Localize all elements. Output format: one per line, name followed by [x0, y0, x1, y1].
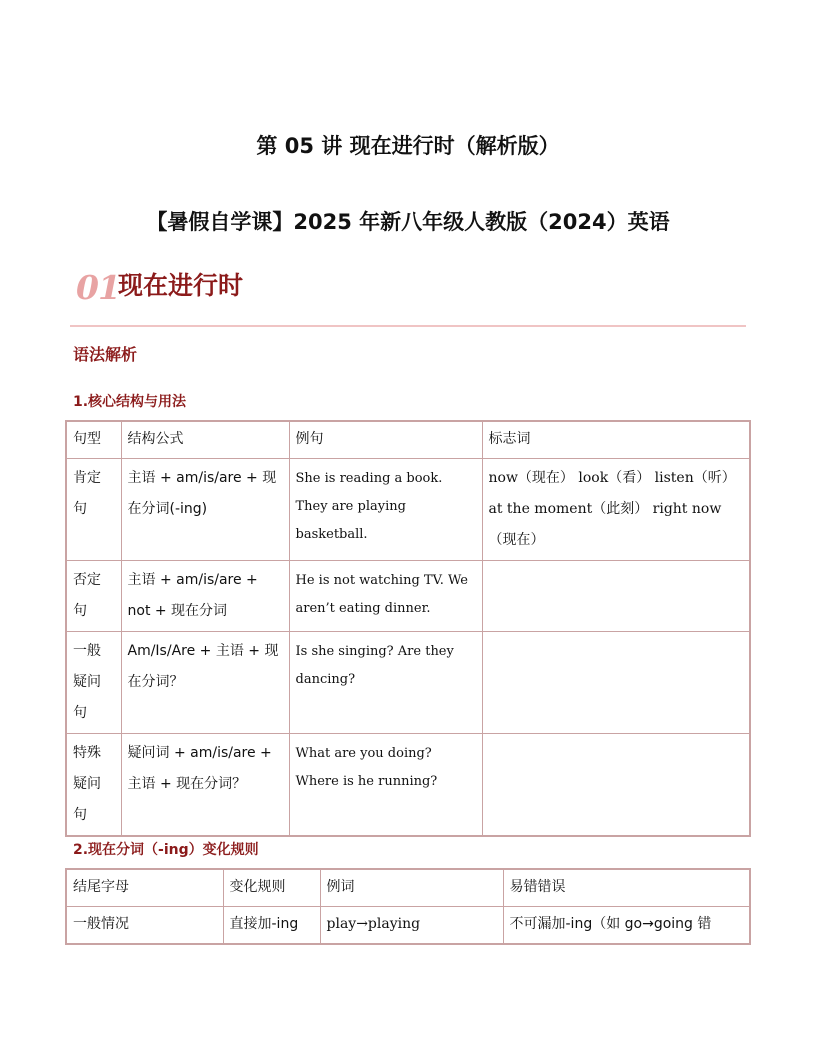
grammar-analysis-heading: 语法解析 [73, 345, 138, 364]
markers-cell [482, 561, 750, 632]
markers-cell [482, 632, 750, 734]
structure-usage-heading: 1.核心结构与用法 [73, 394, 187, 410]
table-header-row [66, 421, 750, 459]
rule-cell: 直接加-ing [223, 907, 320, 945]
table-row [66, 459, 750, 561]
sentence-type-cell: 一般疑问句 [66, 632, 121, 734]
formula-cell: 疑问词 + am/is/are + 主语 + 现在分词？ [121, 734, 289, 837]
column-header: 例词 [320, 869, 503, 907]
mistake-cell: 不可漏加-ing（如 go→going 错 [503, 907, 750, 945]
column-header: 结构公式 [121, 421, 289, 459]
sentence-type-cell: 肯定句 [66, 459, 121, 561]
example-cell: He is not watching TV. We aren’t eating dinner. [289, 561, 482, 632]
example-cell: She is reading a book. They are playing basketball. [289, 459, 482, 561]
column-header: 标志词 [482, 421, 750, 459]
example-cell: What are you doing? Where is he running? [289, 734, 482, 837]
table-row [66, 632, 750, 734]
column-header: 结尾字母 [66, 869, 223, 907]
markers-cell: now（现在） look（看） listen（听） at the moment（此刻） right now（现在） [482, 459, 750, 561]
example-word-cell: play→playing [320, 907, 503, 945]
participle-rules-heading: 2.现在分词（-ing）变化规则 [73, 842, 259, 858]
table-row [66, 734, 750, 837]
document-subtitle: 【暑假自学课】2025 年新八年级人教版（2024）英语 [146, 210, 670, 234]
formula-cell: Am/Is/Are + 主语 + 现在分词？ [121, 632, 289, 734]
markers-cell [482, 734, 750, 837]
formula-cell: 主语 + am/is/are + not + 现在分词 [121, 561, 289, 632]
ending-cell: 一般情况 [66, 907, 223, 945]
table-header-row [66, 869, 750, 907]
section-number: 01 [76, 268, 120, 307]
participle-rules-table [65, 868, 751, 945]
section-divider [70, 325, 746, 327]
example-cell: Is she singing? Are they dancing? [289, 632, 482, 734]
sentence-type-cell: 否定句 [66, 561, 121, 632]
sentence-type-cell: 特殊疑问句 [66, 734, 121, 837]
formula-cell: 主语 + am/is/are + 现在分词(-ing) [121, 459, 289, 561]
column-header: 例句 [289, 421, 482, 459]
document-title: 第 05 讲 现在进行时（解析版） [256, 134, 560, 158]
structure-usage-table [65, 420, 751, 837]
column-header: 句型 [66, 421, 121, 459]
table-row [66, 561, 750, 632]
column-header: 易错错误 [503, 869, 750, 907]
column-header: 变化规则 [223, 869, 320, 907]
table-row [66, 907, 750, 945]
section-title: 现在进行时 [118, 271, 244, 300]
